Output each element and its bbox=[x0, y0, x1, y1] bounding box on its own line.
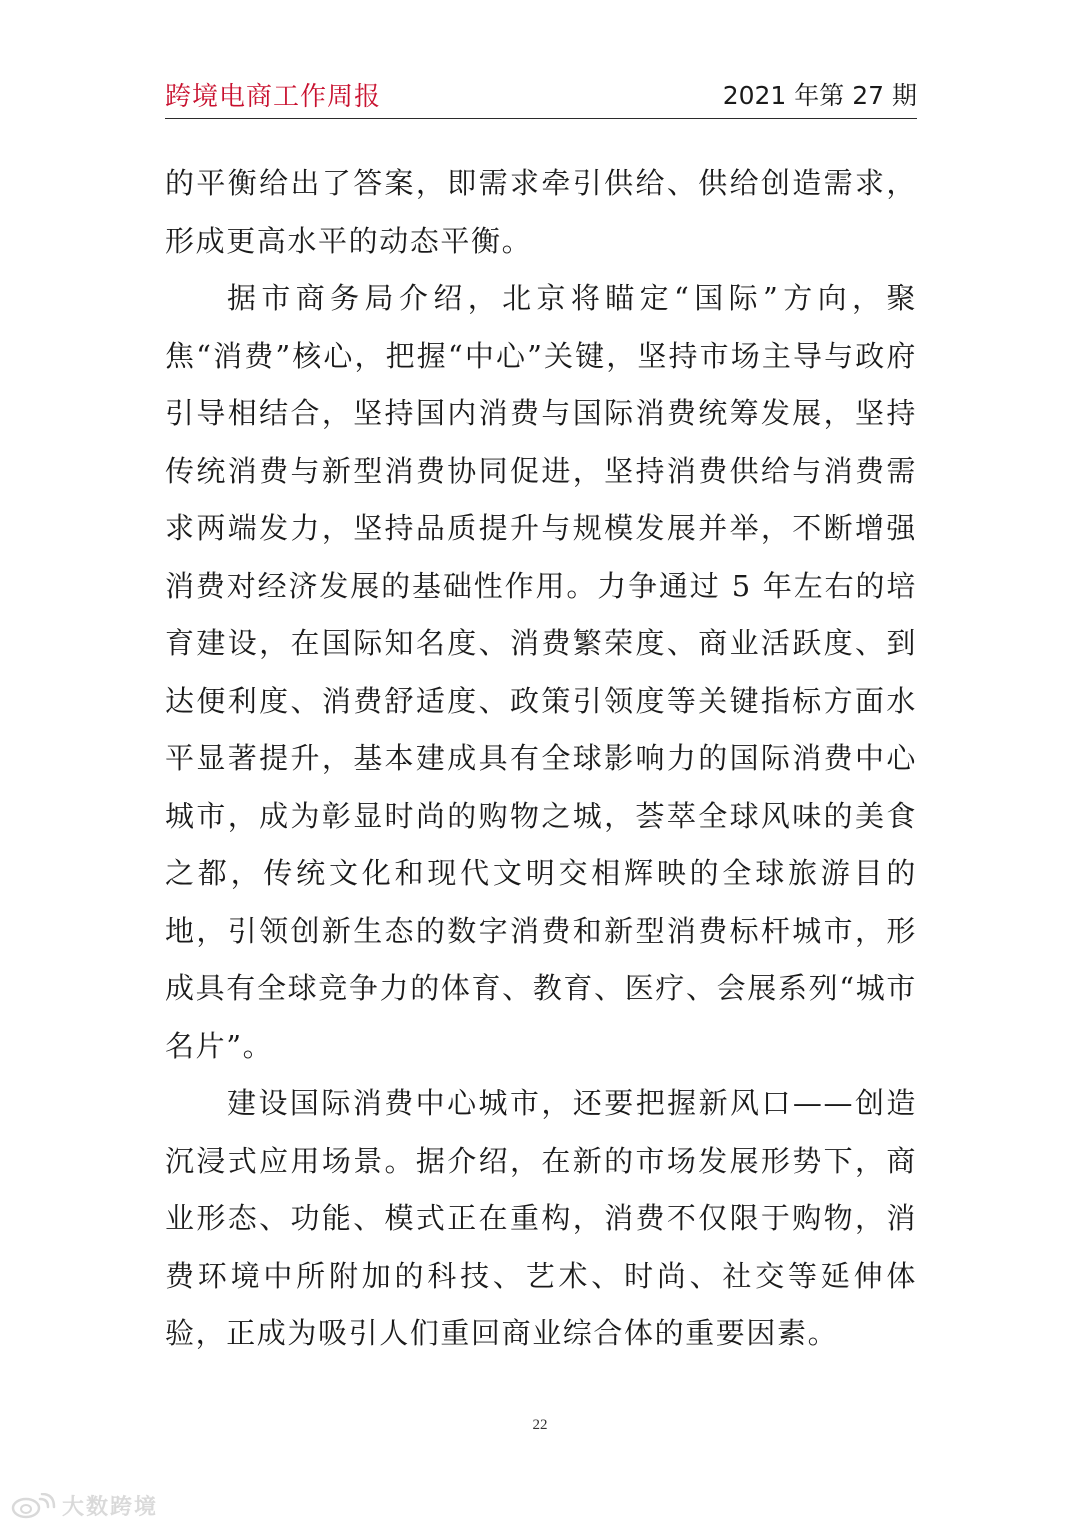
watermark-text: 大数跨境 bbox=[62, 1495, 159, 1520]
paragraph-continuation: 的平衡给出了答案，即需求牵引供给、供给创造需求，形成更高水平的动态平衡。 bbox=[165, 166, 917, 258]
paragraph: 据市商务局介绍，北京将瞄定“国际”方向，聚焦“消费”核心，把握“中心”关键，坚持市场主导与政府引导相结合，坚持国内消费与国际消费统筹发展，坚持传统消费与新型消费协同促进，坚持消费供给与消费需求两端发力，坚持品质提升与规模发展并举，不断增强消费对经济发展的基础性作用。力争通过 5 年左右的培育建设，在国际知名度、消费繁荣度、商业活跃度、到达便利度、消费舒适度、政策引领度等关键指标方面水平显著提升，基本建成具有全球影响力的国际消费中心城市，成为彰显时尚的购物之城，荟萃全球风味的美食之都，传统文化和现代文明交相辉映的全球旅游目的地，引领创新生态的数字消费和新型消费标杆城市，形成具有全球竞争力的体育、教育、医疗、会展系列“城市名片”。 bbox=[165, 281, 917, 1063]
weibo-logo-icon bbox=[10, 1493, 56, 1519]
publication-title: 跨境电商工作周报 bbox=[165, 82, 382, 112]
paragraph: 建设国际消费中心城市，还要把握新风口——创造沉浸式应用场景。据介绍，在新的市场发展形势下，商业形态、功能、模式正在重构，消费不仅限于购物，消费环境中所附加的科技、艺术、时尚、社交等延伸体验，正成为吸引人们重回商业综合体的重要因素。 bbox=[165, 1086, 917, 1350]
issue-number: 2021 年第 27 期 bbox=[722, 81, 917, 110]
page-header bbox=[165, 72, 917, 119]
watermark bbox=[10, 1490, 158, 1521]
article-body bbox=[165, 155, 917, 1363]
page-number: 22 bbox=[532, 1417, 548, 1433]
